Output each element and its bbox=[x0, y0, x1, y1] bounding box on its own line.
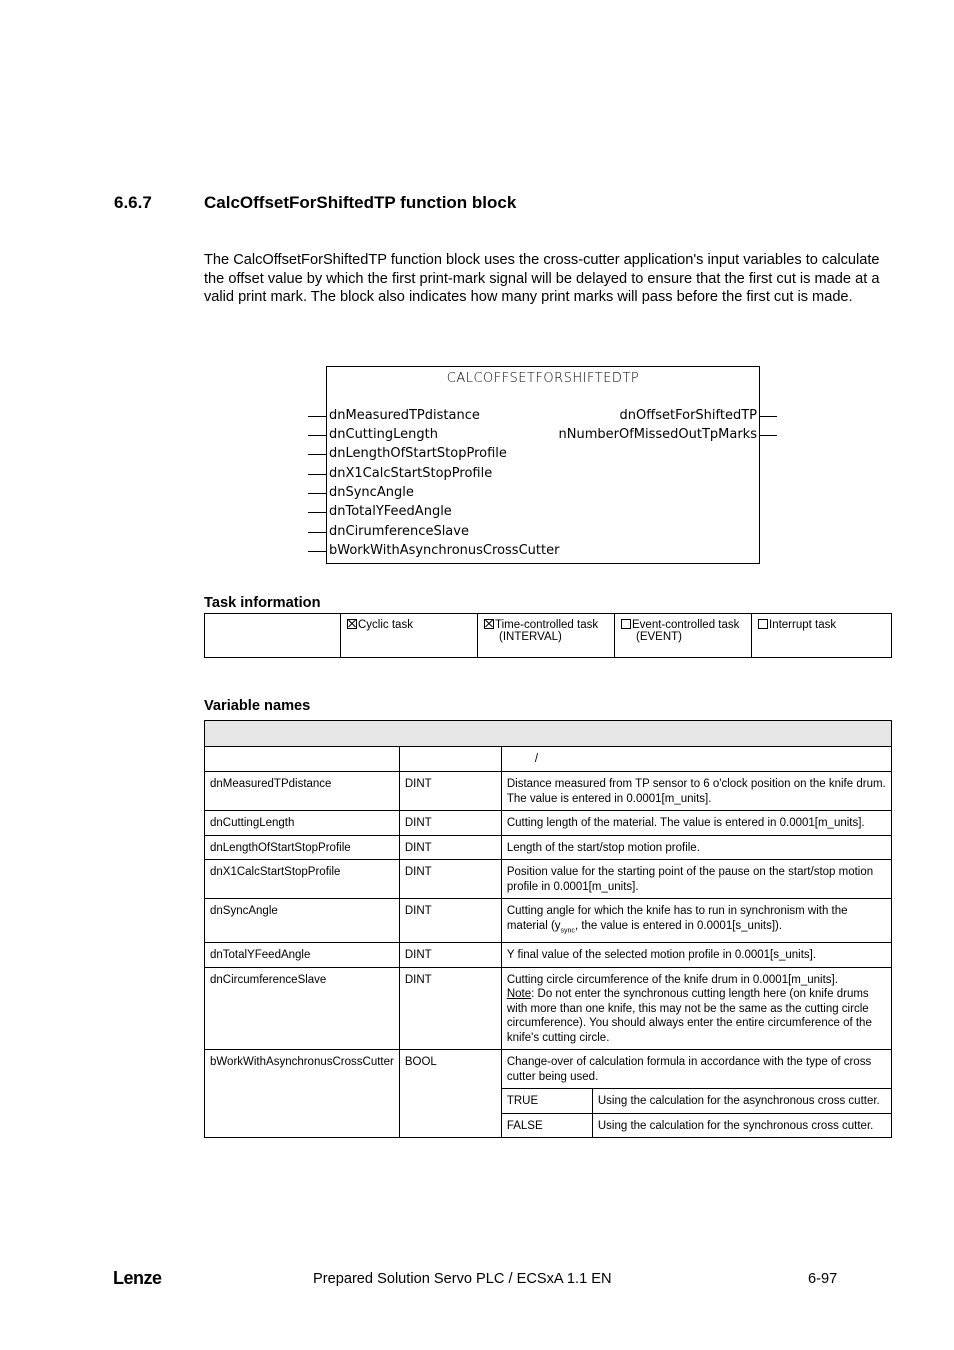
task-interrupt: Interrupt task bbox=[752, 614, 892, 658]
section-title: CalcOffsetForShiftedTP function block bbox=[204, 193, 517, 212]
table-row: dnX1CalcStartStopProfile DINT Position value for the starting point of the pause on the start/stop motion profile in 0.0001[m_units]. bbox=[205, 860, 892, 899]
fb-input-label: dnCuttingLength bbox=[329, 427, 438, 442]
page-number: 6-97 bbox=[808, 1271, 838, 1287]
task-time-controlled: Time-controlled task (INTERVAL) bbox=[478, 614, 615, 658]
fb-input-label: dnCirumferenceSlave bbox=[329, 524, 469, 539]
fb-input-wire bbox=[308, 493, 326, 494]
fb-output-label: dnOffsetForShiftedTP bbox=[619, 408, 757, 423]
table-row: FALSE Using the calculation for the synchronous cross cutter. bbox=[205, 1113, 892, 1138]
task-info-table bbox=[204, 613, 892, 658]
fb-input-wire bbox=[308, 512, 326, 513]
fb-output-wire bbox=[759, 435, 777, 436]
column-header bbox=[399, 747, 501, 772]
fb-output-wire bbox=[759, 416, 777, 417]
function-block-diagram bbox=[326, 366, 760, 564]
section-number: 6.6.7 bbox=[114, 193, 152, 212]
checkbox-checked-icon bbox=[484, 619, 494, 629]
fb-input-wire bbox=[308, 474, 326, 475]
checkbox-unchecked-icon bbox=[758, 619, 768, 629]
checkbox-unchecked-icon bbox=[621, 619, 631, 629]
fb-input-label: dnLengthOfStartStopProfile bbox=[329, 446, 507, 461]
fb-input-wire bbox=[308, 532, 326, 533]
fb-input-label: bWorkWithAsynchronusCrossCutter bbox=[329, 543, 560, 558]
fb-input-wire bbox=[308, 416, 326, 417]
table-row: dnLengthOfStartStopProfile DINT Length of the start/stop motion profile. bbox=[205, 835, 892, 860]
footer-title: Prepared Solution Servo PLC / ECSxA 1.1 EN bbox=[313, 1271, 612, 1287]
table-header bbox=[205, 721, 892, 747]
table-row: TRUE Using the calculation for the asynchronous cross cutter. bbox=[205, 1089, 892, 1114]
fb-input-label: dnX1CalcStartStopProfile bbox=[329, 466, 493, 481]
function-block-title: CALCOFFSETFORSHIFTEDTP bbox=[446, 371, 640, 386]
table-row: dnSyncAngle DINT Cutting angle for which the knife has to run in synchronism with the material ($y_{sync}$, the value is entered in 0.0001[s_units]). bbox=[205, 899, 892, 943]
fb-input-label: dnTotalYFeedAngle bbox=[329, 504, 452, 519]
fb-input-label: dnMeasuredTPdistance bbox=[329, 408, 480, 423]
column-header bbox=[205, 747, 400, 772]
task-info-heading: Task information bbox=[204, 595, 321, 611]
lenze-logo: Lenze bbox=[113, 1268, 162, 1288]
task-event-controlled: Event-controlled task (EVENT) bbox=[615, 614, 752, 658]
note-label: Note bbox=[506, 988, 532, 1001]
fb-input-label: dnSyncAngle bbox=[329, 485, 414, 500]
table-row: dnTotalYFeedAngle DINT Y final value of the selected motion profile in 0.0001[s_units]. bbox=[205, 943, 892, 968]
task-label-cell bbox=[205, 614, 341, 658]
column-header: / bbox=[501, 747, 891, 772]
fb-input-wire bbox=[308, 551, 326, 552]
fb-output-label: nNumberOfMissedOutTpMarks bbox=[558, 427, 757, 442]
fb-input-wire bbox=[308, 454, 326, 455]
intro-paragraph: The CalcOffsetForShiftedTP function block uses the cross-cutter application's input variables to calculate the offset value by which the first print-mark signal will be delayed to ensure that the first cut is made at a valid print mark. The block also indicates how many print marks will pass before the first cut is made. bbox=[204, 252, 880, 306]
table-row: dnMeasuredTPdistance DINT Distance measured from TP sensor to 6 o'clock position on the knife drum. The value is entered in 0.0001[m_units]. bbox=[205, 772, 892, 811]
table-row: dnCircumferenceSlave DINT Cutting circle circumference of the knife drum in 0.0001[m_units]. Note: Do not enter the synchronous cutting length here (on knife drums with more than one knife, this may not be the same as the cutting circle circumference). You should always enter the entire circumference of the knife's cutting circle. bbox=[205, 967, 892, 1050]
table-row: dnCuttingLength DINT Cutting length of the material. The value is entered in 0.0001[m_units]. bbox=[205, 811, 892, 836]
checkbox-checked-icon bbox=[347, 619, 357, 629]
variable-names-heading: Variable names bbox=[204, 698, 311, 714]
task-cyclic: Cyclic task bbox=[341, 614, 478, 658]
variable-table bbox=[204, 720, 892, 1138]
table-row: bWorkWithAsynchronusCrossCutter BOOL Change-over of calculation formula in accordance with the type of cross cutter being used. bbox=[205, 1050, 892, 1089]
fb-input-wire bbox=[308, 435, 326, 436]
